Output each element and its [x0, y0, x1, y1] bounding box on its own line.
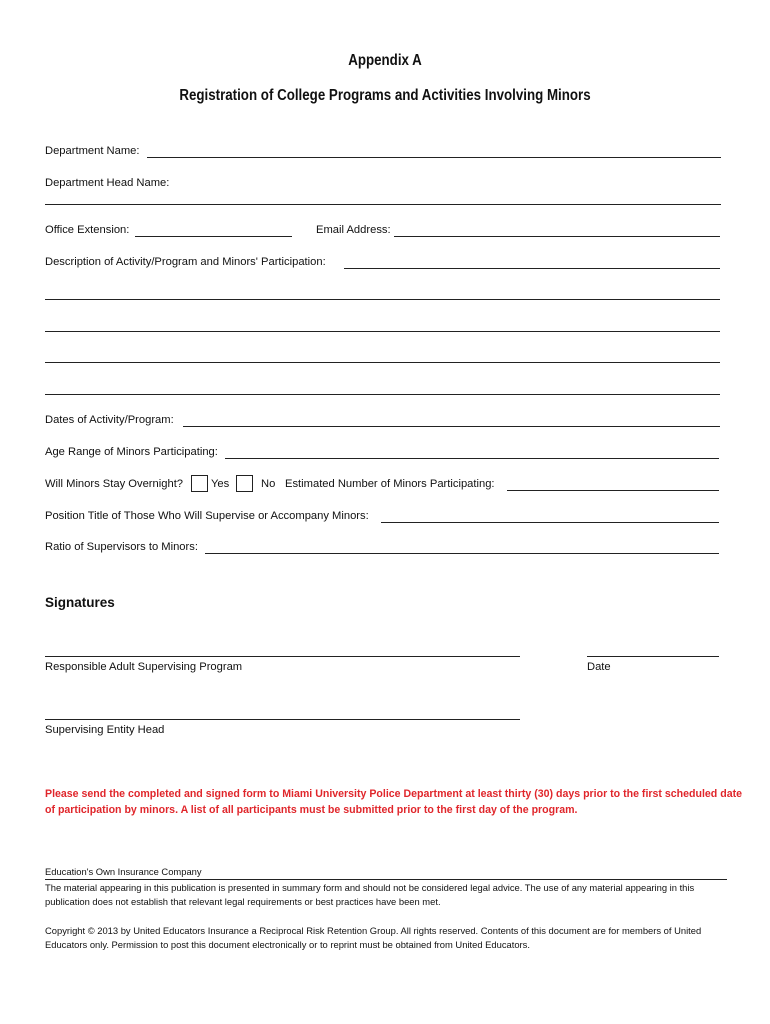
- ratio-label: Ratio of Supervisors to Minors:: [45, 541, 198, 553]
- dates-field[interactable]: [183, 426, 720, 427]
- entity-head-signature-line[interactable]: [45, 719, 520, 720]
- email-address-label: Email Address:: [316, 224, 391, 236]
- estimated-number-field[interactable]: [507, 490, 719, 491]
- position-title-field[interactable]: [381, 522, 719, 523]
- office-extension-label: Office Extension:: [45, 224, 130, 236]
- description-line[interactable]: [45, 362, 720, 363]
- email-address-field[interactable]: [394, 236, 720, 237]
- department-head-field[interactable]: [45, 204, 721, 205]
- footer-company: Education's Own Insurance Company: [45, 866, 202, 877]
- overnight-yes-label: Yes: [211, 478, 230, 490]
- age-range-field[interactable]: [225, 458, 719, 459]
- footer-divider: [45, 879, 727, 880]
- appendix-title: Appendix A: [348, 52, 422, 69]
- office-extension-field[interactable]: [135, 236, 292, 237]
- date-label: Date: [587, 661, 611, 673]
- signatures-heading: Signatures: [45, 595, 115, 610]
- description-label: Description of Activity/Program and Minors' Participation:: [45, 256, 326, 268]
- description-line[interactable]: [45, 331, 720, 332]
- overnight-label: Will Minors Stay Overnight?: [45, 478, 184, 490]
- department-name-label: Department Name:: [45, 145, 140, 157]
- footer-disclaimer: The material appearing in this publication is presented in summary form and should not be considered legal advice. The use of any material appearing in this publication does not establish that relevant legal requirements or best practices have been met.: [45, 882, 695, 907]
- position-title-label: Position Title of Those Who Will Supervise or Accompany Minors:: [45, 510, 369, 522]
- description-field[interactable]: [344, 268, 720, 269]
- ratio-field[interactable]: [205, 553, 719, 554]
- dates-label: Dates of Activity/Program:: [45, 414, 174, 426]
- overnight-yes-checkbox[interactable]: [191, 475, 208, 492]
- footer-copyright: Copyright © 2013 by United Educators Insurance a Reciprocal Risk Retention Group. All rights reserved. Contents of this document are for members of United Educators only. Permission to post this document electronically or to reprint must be obtained from United Educators.: [45, 925, 702, 950]
- description-line[interactable]: [45, 299, 720, 300]
- department-name-field[interactable]: [147, 157, 721, 158]
- age-range-label: Age Range of Minors Participating:: [45, 446, 218, 458]
- date-signature-line[interactable]: [587, 656, 719, 657]
- estimated-number-label: Estimated Number of Minors Participating:: [285, 478, 495, 490]
- overnight-no-checkbox[interactable]: [236, 475, 253, 492]
- page-title: Registration of College Programs and Activities Involving Minors: [179, 87, 591, 104]
- overnight-no-label: No: [261, 478, 276, 490]
- entity-head-label: Supervising Entity Head: [45, 724, 165, 736]
- responsible-adult-label: Responsible Adult Supervising Program: [45, 661, 243, 673]
- submission-notice: Please send the completed and signed form to Miami University Police Department at least thirty (30) days prior to the first scheduled date of participation by minors. A list of all participants must be submitted prior to the first day of the program.: [45, 788, 743, 816]
- responsible-adult-signature-line[interactable]: [45, 656, 520, 657]
- description-line[interactable]: [45, 394, 720, 395]
- department-head-label: Department Head Name:: [45, 177, 170, 189]
